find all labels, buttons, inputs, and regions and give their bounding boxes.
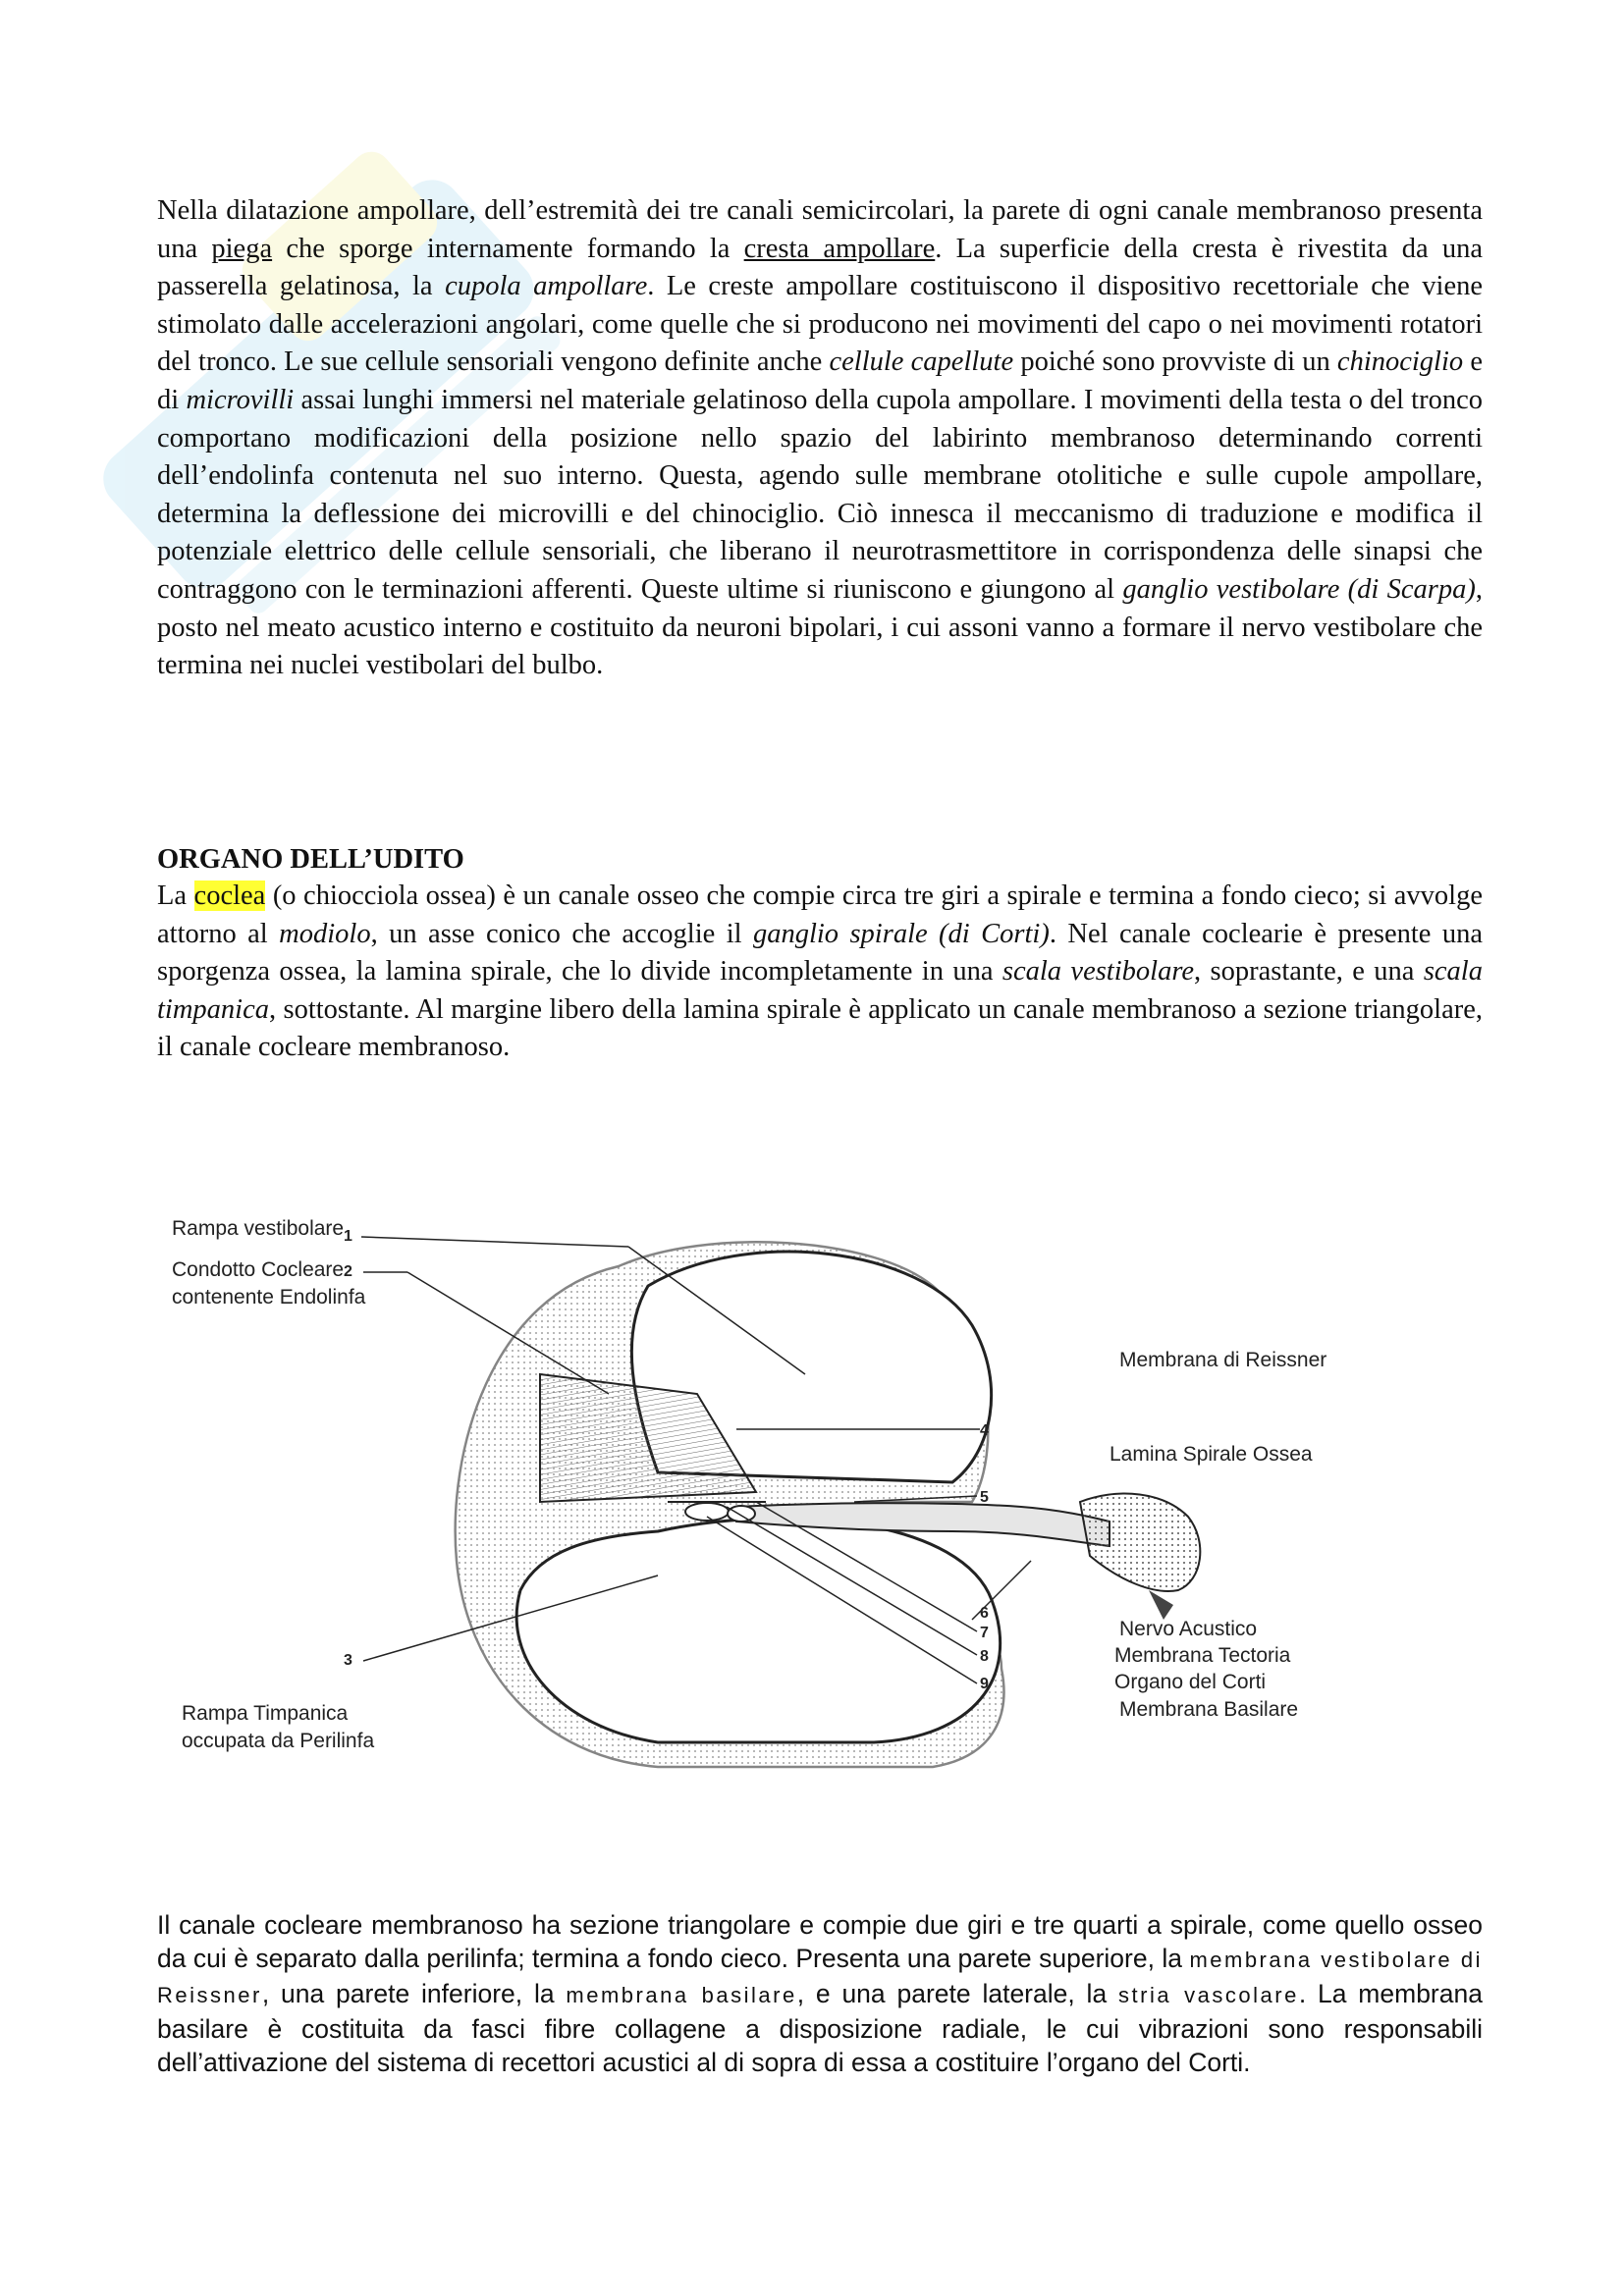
spaced-term-stria-vascolare: stria vascolare xyxy=(1118,1983,1299,2007)
text-run: La xyxy=(157,881,194,911)
text-run: , e una parete laterale, la xyxy=(796,1979,1119,2008)
scala-tympani xyxy=(516,1519,1000,1742)
label-membrana-basilare: Membrana Basilare xyxy=(1119,1698,1299,1721)
figure-number-9: 9 xyxy=(980,1676,989,1692)
italic-term-ganglio-spirale: ganglio spirale (di Corti) xyxy=(752,918,1050,949)
label-lamina-spirale: Lamina Spirale Ossea xyxy=(1110,1443,1313,1466)
text-run: che sporge internamente formando la xyxy=(272,233,744,264)
label-membrana-tectoria: Membrana Tectoria xyxy=(1114,1644,1291,1667)
italic-term-modiolo: modiolo xyxy=(279,918,371,949)
text-run: , posto nel meato acustico interno e costituito da neuroni bipolari, i cui assoni vanno a formare il nervo vestibolare che termina nei nuclei vestibolari del bulbo. xyxy=(157,573,1484,681)
paragraph-canale-cocleare xyxy=(157,1908,1483,2079)
underlined-term-cresta-ampollare: cresta ampollare xyxy=(743,233,936,264)
label-condotto-line2: contenente Endolinfa xyxy=(172,1286,366,1308)
italic-term-cellule-capellute: cellule capellute xyxy=(829,347,1014,378)
figure-number-2: 2 xyxy=(344,1263,352,1280)
text-run: Il canale cocleare membranoso ha sezione triangolare e compie due giri e tre quarti a spirale, come quello osseo da cui è separato dalla perilinfa; termina a fondo cieco. Presenta una parete superiore, la xyxy=(157,1910,1483,1973)
text-run: e di xyxy=(157,347,1484,415)
acoustic-nerve-bundle xyxy=(1080,1494,1200,1591)
spaced-term-membrana-basilare: membrana basilare xyxy=(566,1983,797,2007)
label-condotto-line1: Condotto Cocleare xyxy=(172,1258,345,1281)
text-run: . La superficie della cresta è rivestita da una passerella gelatinosa, la xyxy=(157,233,1483,302)
section-heading: ORGANO DELL’UDITO xyxy=(157,844,464,875)
underlined-term-piega: piega xyxy=(211,233,273,264)
figure-number-3: 3 xyxy=(344,1652,352,1669)
label-rampa-timpanica-line1: Rampa Timpanica xyxy=(182,1702,349,1725)
text-run: , sottostante. Al margine libero della lamina spirale è applicato un canale membranoso a sezione triangolare, il canale cocleare membranoso. xyxy=(157,993,1483,1063)
italic-term-ganglio-vestibolare: ganglio vestibolare (di Scarpa) xyxy=(1122,573,1476,605)
text-run: (o chiocciola ossea) è un canale osseo che compie circa tre giri a spirale e termina a fondo cieco; si avvolge attorno al xyxy=(157,881,1483,949)
paragraph-coclea xyxy=(157,878,1483,1067)
text-run: , una parete inferiore, la xyxy=(261,1979,567,2008)
label-rampa-timpanica-line2: occupata da Perilinfa xyxy=(182,1730,375,1752)
figure-number-1: 1 xyxy=(344,1228,352,1245)
label-membrana-reissner: Membrana di Reissner xyxy=(1119,1349,1327,1371)
italic-term-microvilli: microvilli xyxy=(186,384,295,415)
paragraph-vestibular xyxy=(157,192,1483,685)
text-run: . Le creste ampollare costituiscono il dispositivo recettoriale che viene stimolato dalle accelerazioni angolari, come quelle che si producono nei movimenti del capo o nei movimenti rotatori del tronco. Le sue cellule sensoriali vengono definite anche xyxy=(157,271,1484,378)
label-organo-corti: Organo del Corti xyxy=(1114,1671,1267,1693)
spaced-term-reissner: membrana vestibolare di Reissner xyxy=(157,1948,1483,2007)
figure-number-4: 4 xyxy=(980,1422,989,1439)
figure-number-6: 6 xyxy=(980,1605,989,1622)
italic-term-cupola-ampollare: cupola ampollare xyxy=(445,271,648,302)
text-run: . La membrana basilare è costituita da fasci fibre collagene a disposizione radiale, le cui vibrazioni sono responsabili dell’attivazione del sistema di recettori acustici al di sopra di essa a costituire l’organo del Corti. xyxy=(157,1979,1483,2077)
label-rampa-vestibolare: Rampa vestibolare xyxy=(172,1217,345,1240)
nerve-tail xyxy=(1149,1590,1173,1620)
text-run: assai lunghi immersi nel materiale gelatinoso della cupola ampollare. I movimenti della testa o del tronco comportano modificazioni della posizione nello spazio del labirinto membranoso determinando correnti dell’endolinfa contenuta nel suo interno. Questa, agendo sulle membrane otolitiche e sulle cupole ampollare, determina la deflessione dei microvilli e del chinociglio. Ciò innesca il meccanismo di traduzione e modifica il potenziale elettrico delle cellule sensoriali, che liberano il neurotrasmettitore in corrispondenza delle sinapsi che contraggono con le terminazioni afferenti. Queste ultime si riuniscono e giungono al xyxy=(157,384,1483,605)
italic-term-chinociglio: chinociglio xyxy=(1336,347,1464,378)
text-run: Nella dilatazione ampollare, dell’estremità dei tre canali semicircolari, la parete di ogni canale membranoso presenta una xyxy=(157,195,1483,264)
text-run: , soprastante, e una xyxy=(1194,956,1424,988)
label-nervo-acustico: Nervo Acustico xyxy=(1119,1618,1258,1640)
text-run: poiché sono provviste di un xyxy=(1013,347,1337,378)
text-run: , un asse conico che accoglie il xyxy=(370,918,753,949)
figure-number-7: 7 xyxy=(980,1625,989,1641)
figure-number-8: 8 xyxy=(980,1648,989,1665)
highlighted-term-coclea: coclea xyxy=(193,881,266,911)
text-run: . Nel canale coclearie è presente una sporgenza ossea, la lamina spirale, che lo divide incompletamente in una xyxy=(157,918,1483,988)
figure-number-5: 5 xyxy=(980,1489,989,1506)
italic-term-scala-vestibolare: scala vestibolare xyxy=(1001,956,1194,988)
cochlea-diagram xyxy=(172,1207,1327,1796)
italic-term-scala-timpanica: scala timpanica xyxy=(157,956,1483,1025)
